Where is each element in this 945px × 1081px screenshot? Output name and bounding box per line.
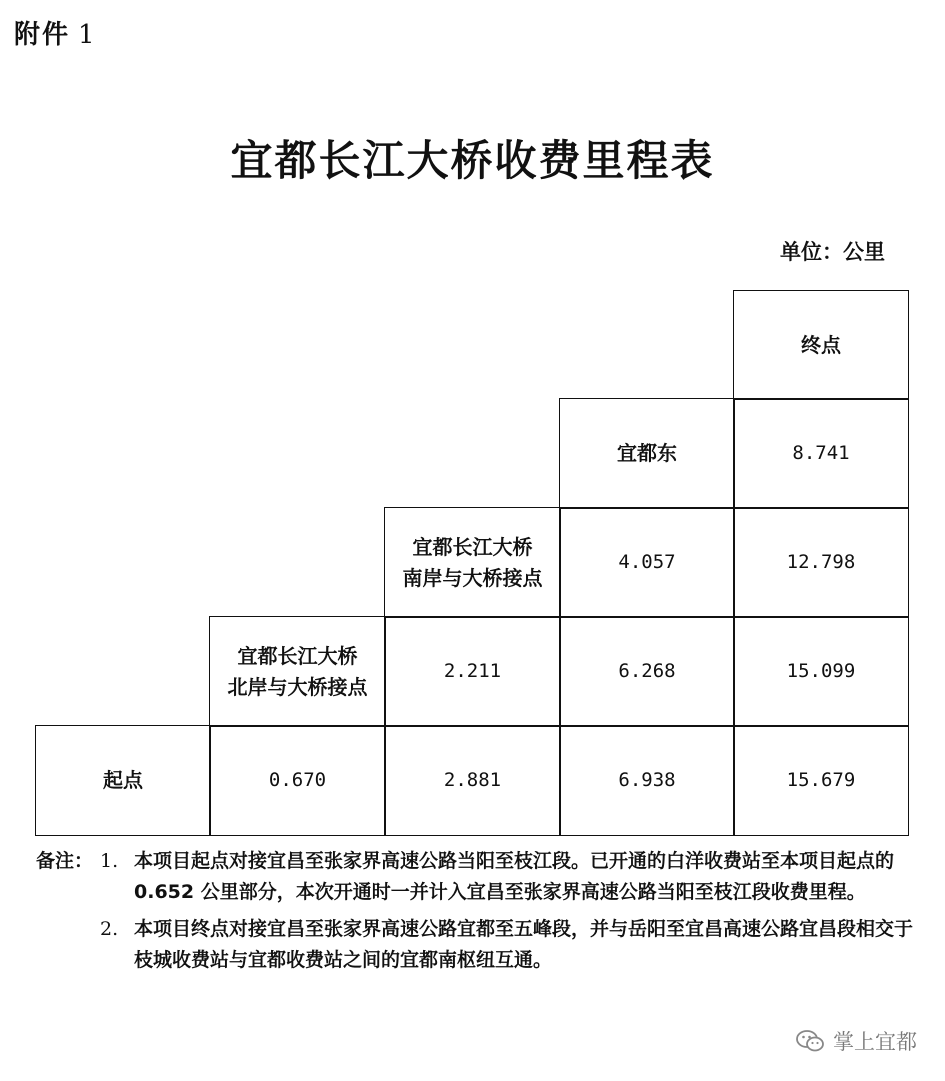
- attachment-text: 附件: [14, 20, 71, 50]
- cell-south-to-yidu-east: 4.057: [559, 507, 735, 618]
- south-bank-line2: 南岸与大桥接点: [402, 565, 543, 590]
- cell-north-to-yidu-east: 6.268: [559, 616, 735, 727]
- note-text: 本项目起点对接宜昌至张家界高速公路当阳至枝江段。已开通的白洋收费站至本项目起点的 0.652 公里部分，本次开通时一并计入宜昌至张家界高速公路当阳至枝江段收费里程。: [134, 850, 895, 903]
- attachment-number: 1: [78, 20, 95, 50]
- note-number: 1.: [100, 850, 119, 872]
- notes-prefix: 备注：: [36, 850, 94, 872]
- cell-north-to-end: 15.099: [733, 616, 909, 727]
- note-item-1: [36, 846, 916, 908]
- attachment-label: [14, 14, 95, 51]
- header-north-bank: [209, 616, 386, 727]
- note-item-2: [36, 914, 916, 976]
- north-bank-line1: 宜都长江大桥: [237, 643, 358, 668]
- cell-start-to-south: 2.881: [384, 725, 561, 836]
- watermark-text: 掌上宜都: [833, 1030, 917, 1054]
- wechat-icon: [795, 1028, 825, 1054]
- header-yidu-east: 宜都东: [559, 398, 735, 509]
- cell-north-to-south: 2.211: [384, 616, 561, 727]
- header-start: 起点: [35, 725, 211, 836]
- page-title: 宜都长江大桥收费里程表: [230, 136, 715, 185]
- note-text: 本项目终点对接宜昌至张家界高速公路宜都至五峰段，并与岳阳至宜昌高速公路宜昌段相交于枝城收费站与宜都收费站之间的宜都南枢纽互通。: [134, 918, 914, 971]
- north-bank-line2: 北岸与大桥接点: [227, 674, 368, 699]
- cell-start-to-north: 0.670: [209, 725, 386, 836]
- watermark: [795, 1026, 917, 1056]
- notes-prefix-spacer: [36, 914, 100, 976]
- cell-start-to-end: 15.679: [733, 725, 909, 836]
- header-end: 终点: [733, 290, 909, 400]
- cell-south-to-end: 12.798: [733, 507, 909, 618]
- header-south-bank: [384, 507, 561, 618]
- notes-section: [36, 846, 916, 982]
- cell-yidu-east-to-end: 8.741: [733, 398, 909, 509]
- unit-label: 单位：公里: [780, 240, 885, 264]
- south-bank-line1: 宜都长江大桥: [412, 534, 533, 559]
- cell-start-to-yidu-east: 6.938: [559, 725, 735, 836]
- note-number: 2.: [100, 918, 119, 940]
